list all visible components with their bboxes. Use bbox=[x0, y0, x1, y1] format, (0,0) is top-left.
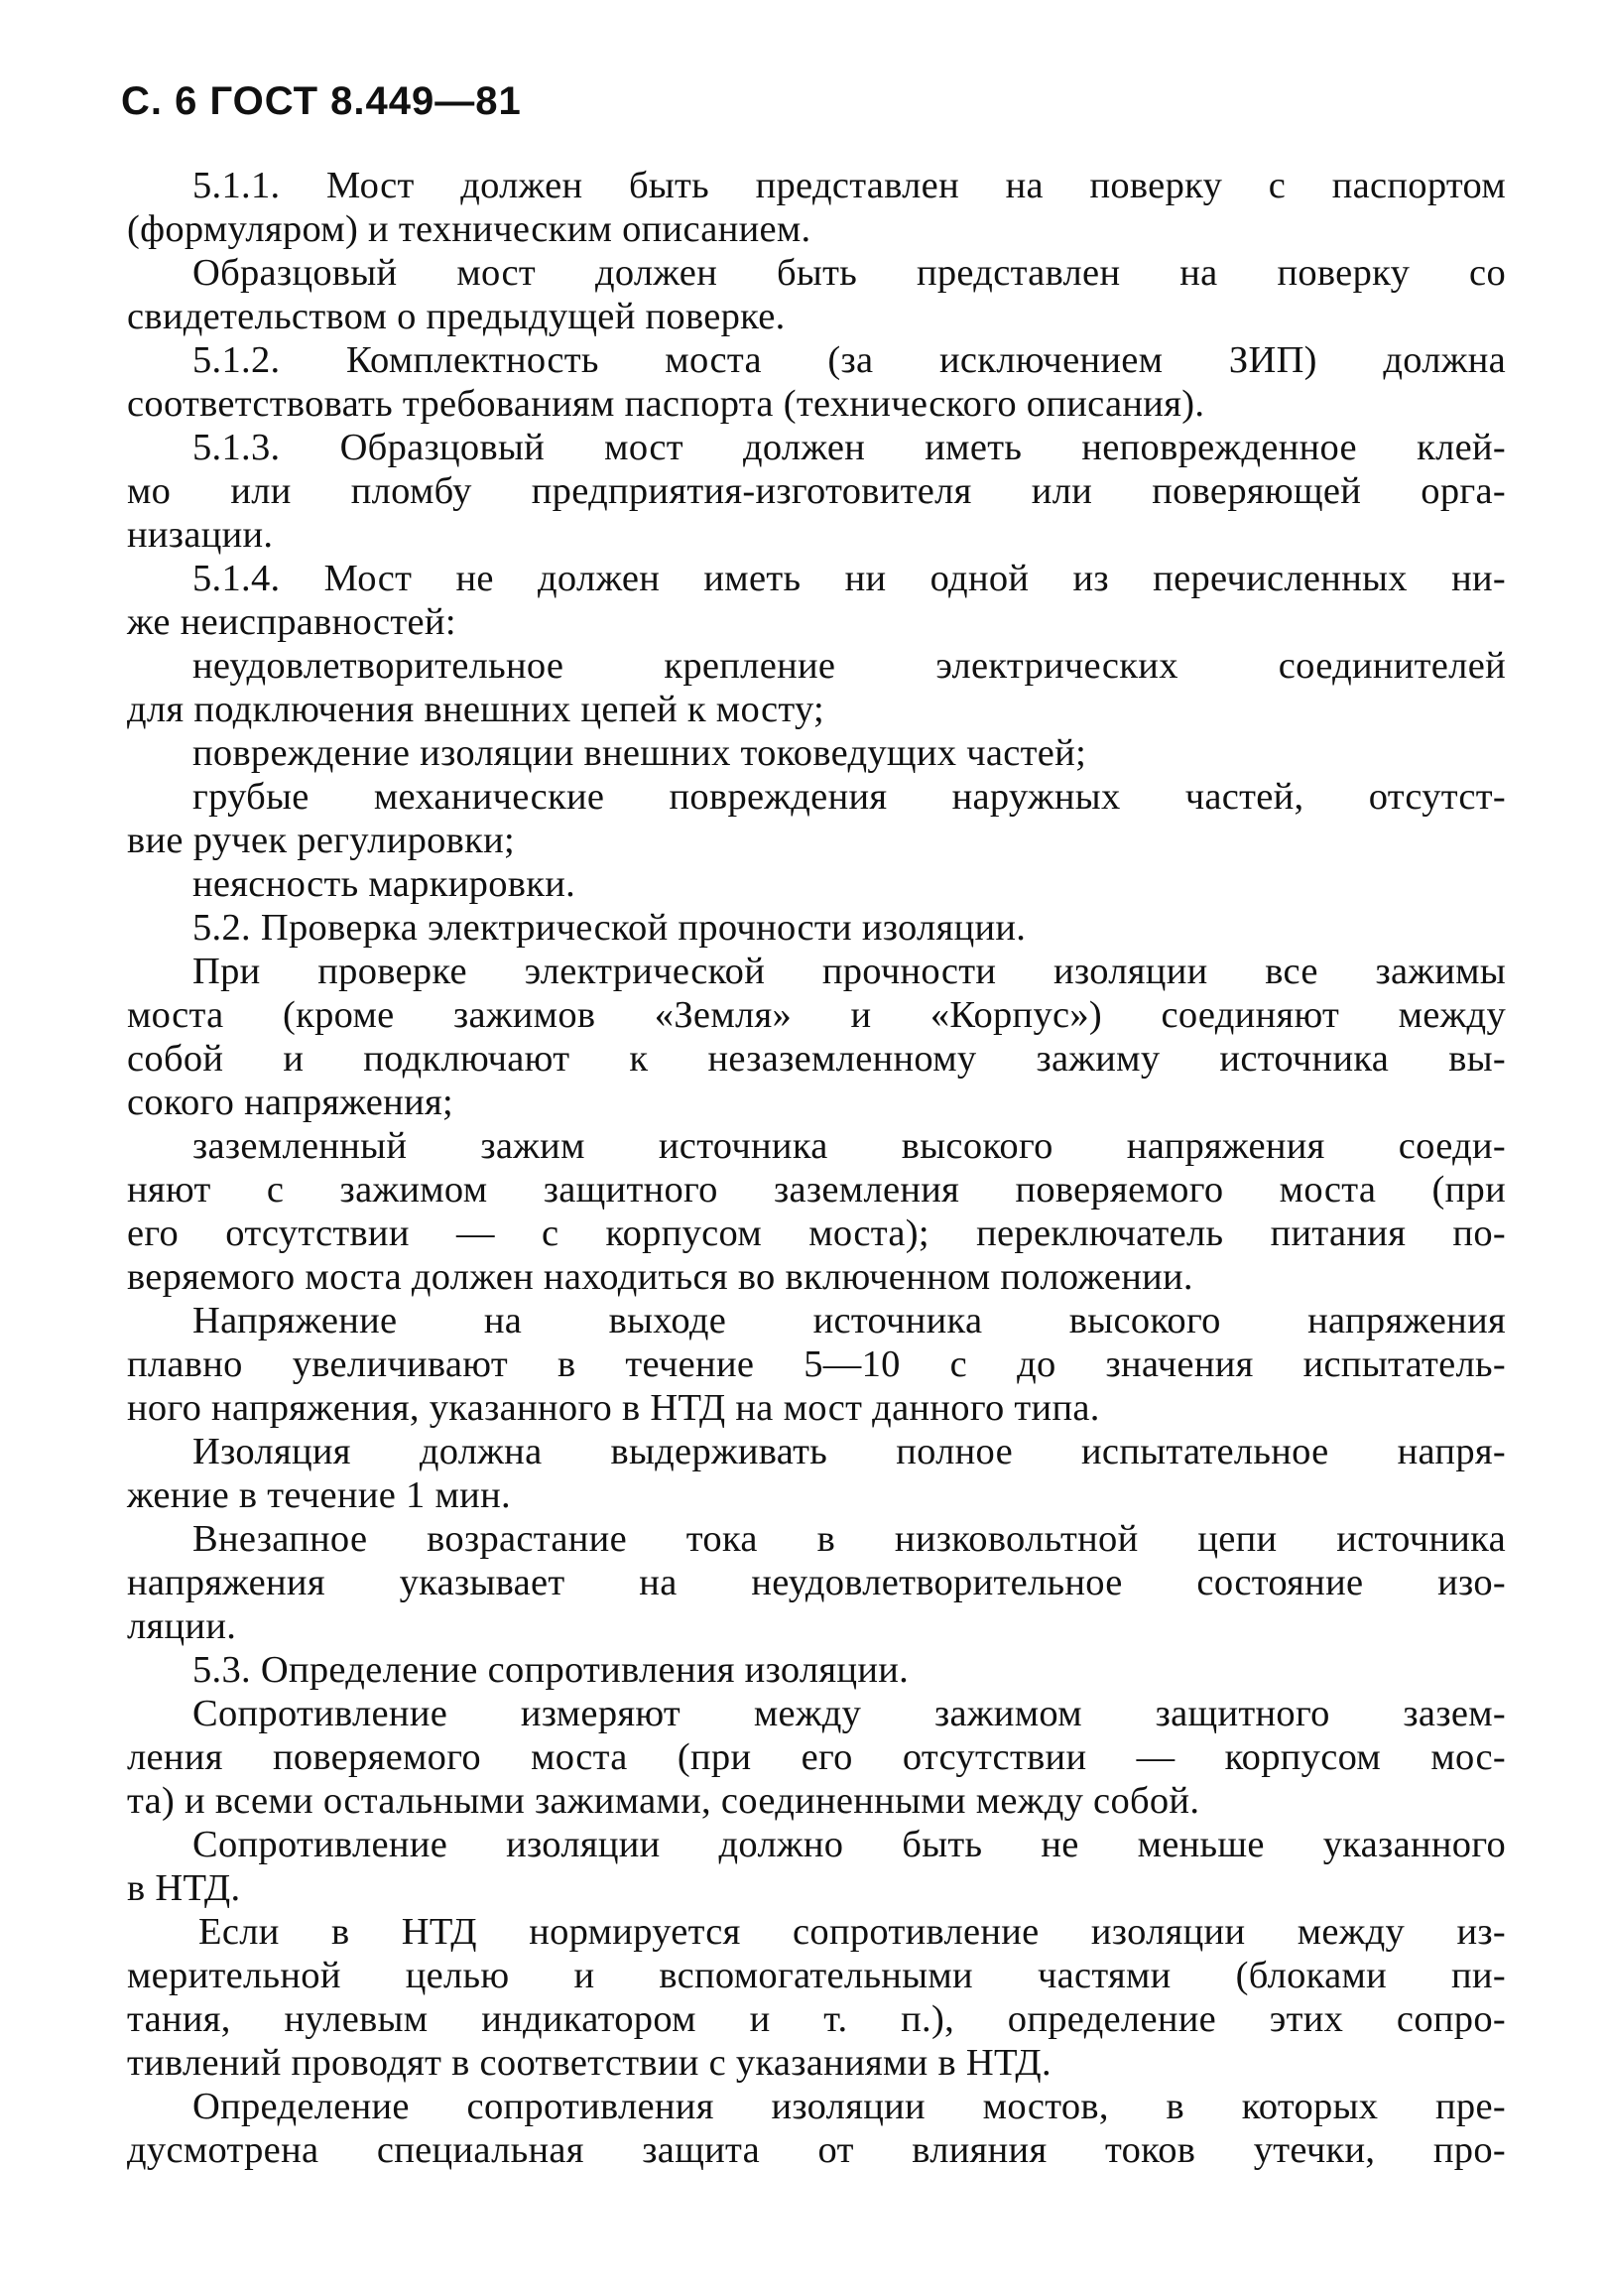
text-line: вие ручек регулировки; bbox=[127, 820, 516, 861]
text-line: 5.2. Проверка электрической прочности изоляции. bbox=[192, 907, 1027, 949]
text-line: собой и подключают к незаземленному зажиму источника вы- bbox=[127, 1038, 1506, 1080]
text-line: Определение сопротивления изоляции мостов, в которых пре- bbox=[192, 2086, 1506, 2127]
text-line: няют с зажимом защитного заземления поверяемого моста (при bbox=[127, 1169, 1506, 1211]
text-line: веряемого моста должен находиться во включенном положении. bbox=[127, 1256, 1193, 1298]
text-line: для подключения внешних цепей к мосту; bbox=[127, 689, 825, 730]
text-line: 5.3. Определение сопротивления изоляции. bbox=[192, 1649, 910, 1691]
text-line: При проверке электрической прочности изоляции все зажимы bbox=[192, 951, 1506, 992]
text-line: грубые механические повреждения наружных частей, отсутст- bbox=[192, 776, 1506, 818]
text-line: низации. bbox=[127, 514, 274, 556]
text-line: повреждение изоляции внешних токоведущих частей; bbox=[192, 732, 1087, 774]
text-line: та) и всеми остальными зажимами, соединенными между собой. bbox=[127, 1780, 1200, 1822]
text-line: 5.1.4. Мост не должен иметь ни одной из перечисленных ни- bbox=[192, 558, 1506, 599]
text-line: тания, нулевым индикатором и т. п.), определение этих сопро- bbox=[127, 1998, 1506, 2040]
text-line: мерительной целью и вспомогательными частями (блоками пи- bbox=[127, 1955, 1506, 1996]
text-line: Сопротивление изоляции должно быть не меньше указанного bbox=[192, 1824, 1506, 1865]
text-line: тивлений проводят в соответствии с указаниями в НТД. bbox=[127, 2042, 1052, 2084]
text-line: его отсутствии — с корпусом моста); переключатель питания по- bbox=[127, 1212, 1506, 1254]
text-line: Если в НТД нормируется сопротивление изоляции между из- bbox=[198, 1911, 1506, 1953]
text-line: заземленный зажим источника высокого напряжения соеди- bbox=[192, 1125, 1506, 1167]
text-line: Напряжение на выходе источника высокого напряжения bbox=[192, 1300, 1506, 1341]
text-line: (формуляром) и техническим описанием. bbox=[127, 208, 811, 250]
text-line: моста (кроме зажимов «Земля» и «Корпус») соединяют между bbox=[127, 994, 1506, 1036]
text-line: 5.1.1. Мост должен быть представлен на поверку с паспортом bbox=[192, 165, 1506, 206]
text-line: ного напряжения, указанного в НТД на мост данного типа. bbox=[127, 1387, 1100, 1429]
text-line: плавно увеличивают в течение 5—10 с до значения испытатель- bbox=[127, 1343, 1506, 1385]
text-line: мо или пломбу предприятия-изготовителя или поверяющей орга- bbox=[127, 470, 1506, 512]
text-line: 5.1.2. Комплектность моста (за исключением ЗИП) должна bbox=[192, 339, 1506, 381]
text-line: дусмотрена специальная защита от влияния токов утечки, про- bbox=[127, 2129, 1506, 2171]
text-line: 5.1.3. Образцовый мост должен иметь неповрежденное клей- bbox=[192, 427, 1506, 468]
text-line: соответствовать требованиям паспорта (технического описания). bbox=[127, 383, 1205, 425]
text-line: неясность маркировки. bbox=[192, 863, 576, 905]
text-line: свидетельством о предыдущей поверке. bbox=[127, 296, 786, 337]
text-line: Изоляция должна выдерживать полное испытательное напря- bbox=[192, 1431, 1506, 1472]
text-line: ляции. bbox=[127, 1605, 237, 1647]
text-line: сокого напряжения; bbox=[127, 1082, 453, 1123]
body-text bbox=[127, 164, 1506, 2172]
text-line: неудовлетворительное крепление электрических соединителей bbox=[192, 645, 1506, 687]
text-line: напряжения указывает на неудовлетворительное состояние изо- bbox=[127, 1562, 1506, 1603]
text-line: Сопротивление измеряют между зажимом защитного зазем- bbox=[192, 1693, 1506, 1734]
text-line: же неисправностей: bbox=[127, 601, 456, 643]
text-line: ления поверяемого моста (при его отсутствии — корпусом мос- bbox=[127, 1736, 1506, 1778]
text-line: Образцовый мост должен быть представлен на поверку со bbox=[192, 252, 1506, 294]
text-line: жение в течение 1 мин. bbox=[127, 1474, 511, 1516]
text-line: в НТД. bbox=[127, 1867, 241, 1909]
page-header: С. 6 ГОСТ 8.449—81 bbox=[121, 79, 522, 123]
text-line: Внезапное возрастание тока в низковольтной цепи источника bbox=[192, 1518, 1506, 1560]
